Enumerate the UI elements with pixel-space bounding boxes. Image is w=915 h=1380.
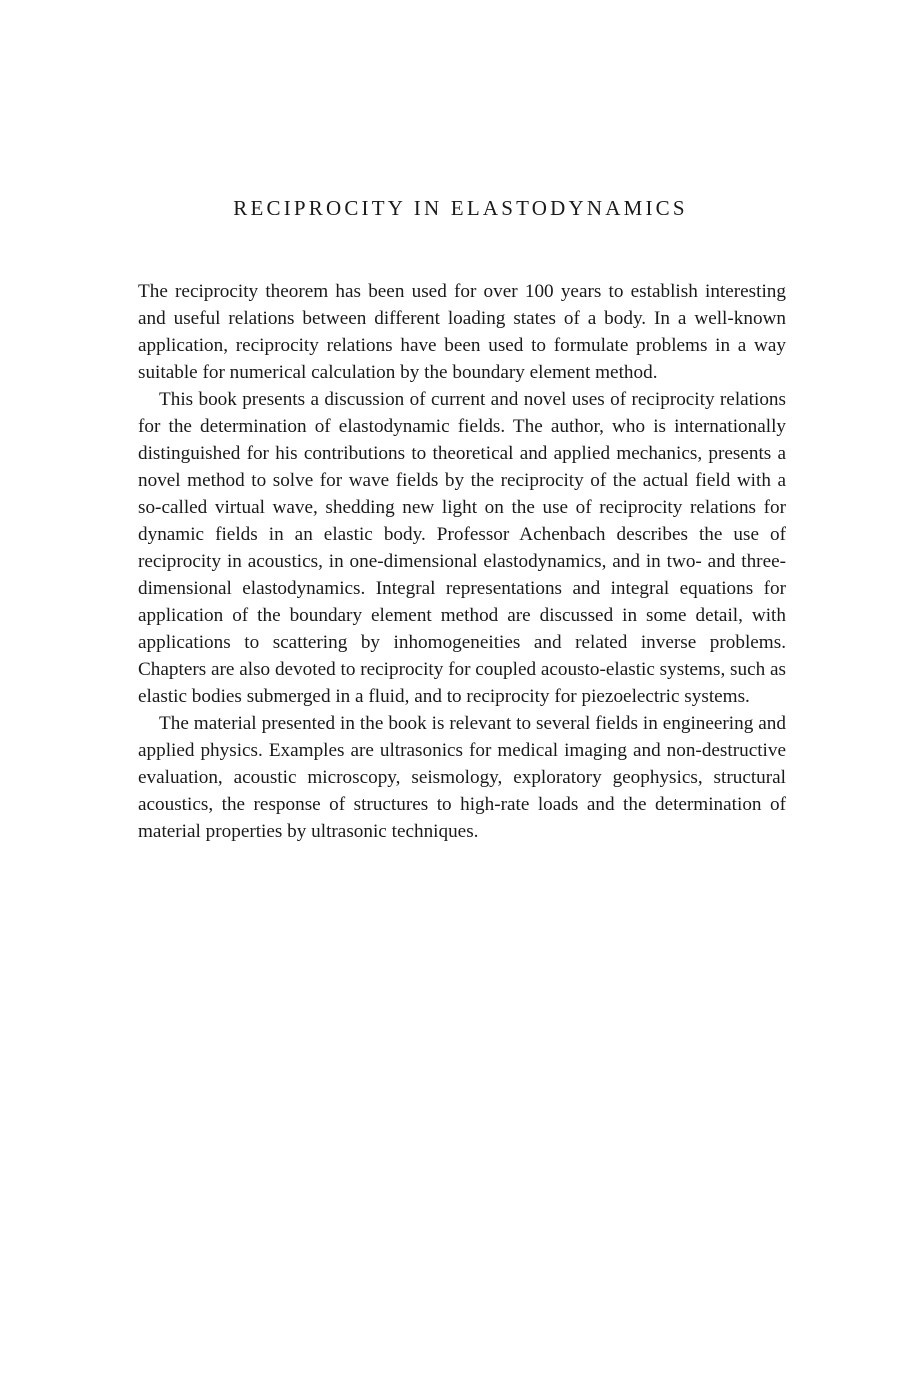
book-description	[138, 278, 786, 845]
paragraph-contents: This book presents a discussion of current and novel uses of reciprocity relations for the determination of elastodynamic fields. The author, who is internationally distinguished for his contributions to theoretical and applied mechanics, presents a novel method to solve for wave fields by the reciprocity of the actual field with a so-called virtual wave, shedding new light on the use of reciprocity relations for dynamic fields in an elastic body. Professor Achenbach describes the use of reciprocity in acoustics, in one-dimensional elastodynamics, and in two- and three-dimensional elastodynamics. Integral representations and integral equations for application of the boundary element method are discussed in some detail, with applications to scattering by inhomogeneities and related inverse problems. Chapters are also devoted to reciprocity for coupled acousto-elastic systems, such as elastic bodies submerged in a fluid, and to reciprocity for piezoelectric systems.	[138, 389, 786, 707]
paragraph-intro: The reciprocity theorem has been used for over 100 years to establish interesting and useful relations between different loading states of a body. In a well-known application, reciprocity relations have been used to formulate problems in a way suitable for numerical calculation by the boundary element method.	[138, 281, 786, 383]
paragraph-applications: The material presented in the book is relevant to several fields in engineering and applied physics. Examples are ultrasonics for medical imaging and non-destructive evaluation, acoustic microscopy, seismology, exploratory geophysics, structural acoustics, the response of structures to high-rate loads and the determination of material properties by ultrasonic techniques.	[138, 713, 786, 842]
book-title: RECIPROCITY IN ELASTODYNAMICS	[233, 196, 688, 220]
